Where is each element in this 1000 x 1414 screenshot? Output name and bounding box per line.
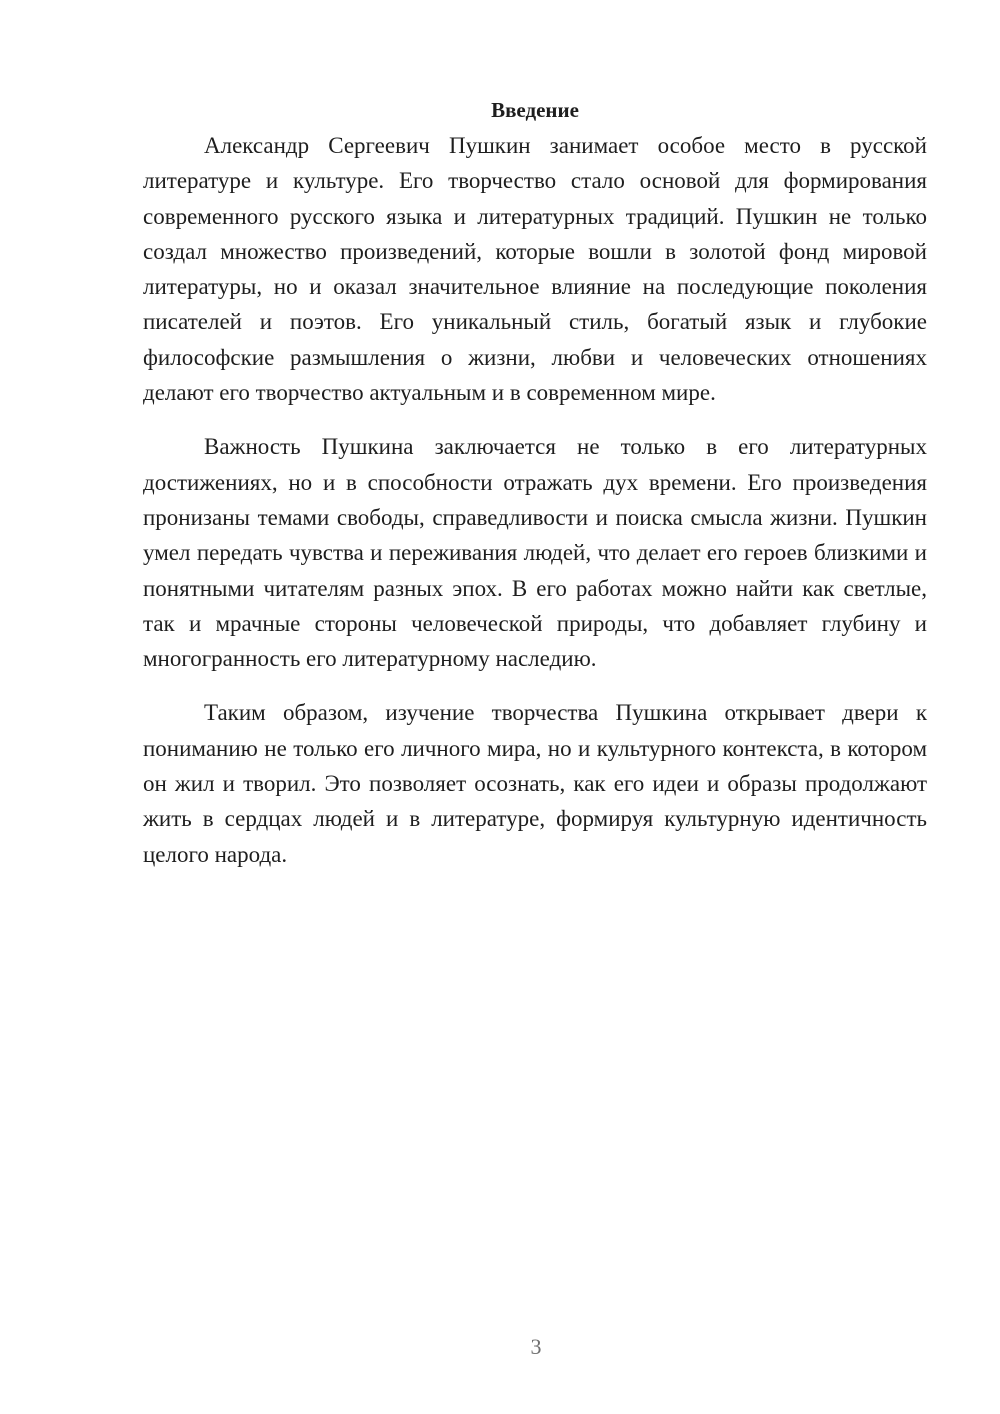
section-title: Введение [491,98,579,122]
page-number: 3 [530,1334,542,1359]
paragraph-2: Важность Пушкина заключается не только в его литературных достижениях, но и в способности отражать дух времени. Его произведения пронизаны темами свободы, справедливости и поиска смысла жизни. Пушкин умел передать чувства и переживания людей, что делает его героев близкими и понятными читателям разных эпох. В его работах можно найти как светлые, так и мрачные стороны человеческой природы, что добавляет глубину и многогранность его литературному наследию. [143,434,927,672]
paragraph-1: Александр Сергеевич Пушкин занимает особое место в русской литературе и культуре. Его творчество стало основой для формирования современного русского языка и литературных традиций. Пушкин не только создал множество произведений, которые вошли в золотой фонд мировой литературы, но и оказал значительное влияние на последующие поколения писателей и поэтов. Его уникальный стиль, богатый язык и глубокие философские размышления о жизни, любви и человеческих отношениях делают его творчество актуальным и в современном мире. [143,133,927,406]
page-number-footer [0,1333,1000,1361]
page-content [143,92,927,872]
paragraph-3: Таким образом, изучение творчества Пушкина открывает двери к пониманию не только его личного мира, но и культурного контекста, в котором он жил и творил. Это позволяет осознать, как его идеи и образы продолжают жить в сердцах людей и в литературе, формируя культурную идентичность целого народа. [143,700,927,867]
